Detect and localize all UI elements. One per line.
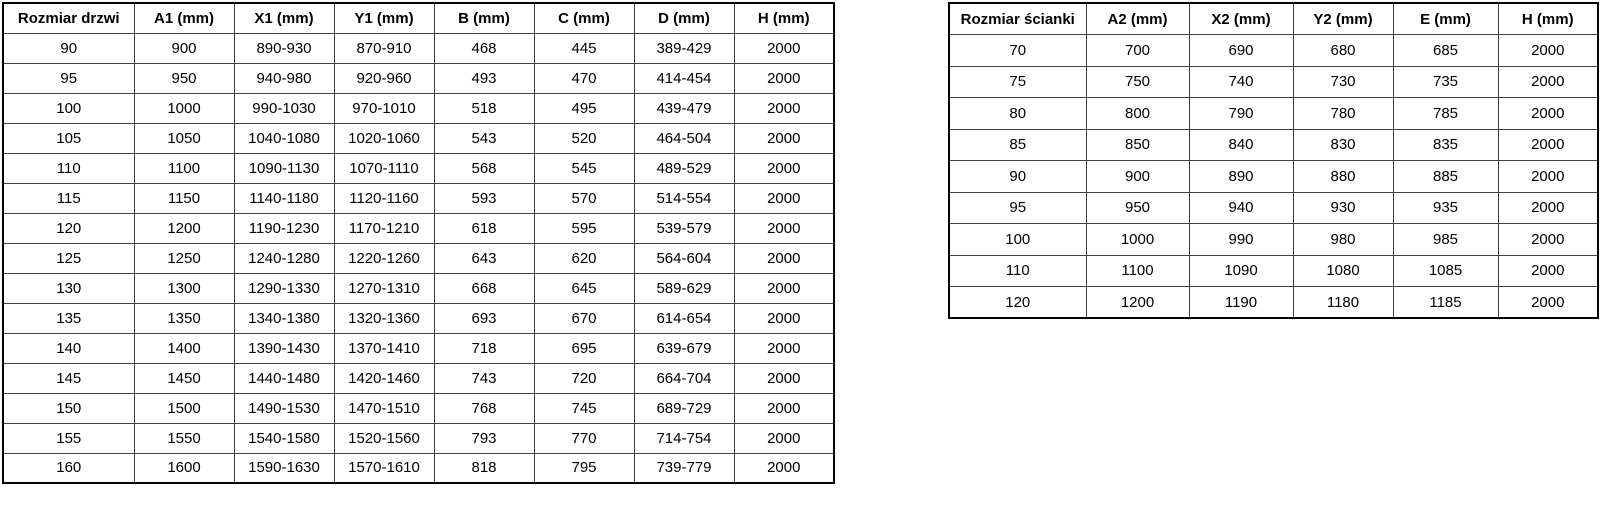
table-cell: 75 [949,66,1086,98]
table-cell: 1040-1080 [234,123,334,153]
table-cell: 739-779 [634,453,734,483]
table-row [3,153,834,183]
table-cell: 693 [434,303,534,333]
table-cell: 155 [3,423,134,453]
table-cell: 680 [1293,35,1393,67]
table-cell: 2000 [734,393,834,423]
table-cell: 1470-1510 [334,393,434,423]
table-cell: 414-454 [634,63,734,93]
table-cell: 935 [1393,192,1498,224]
table-row [3,453,834,483]
table-row [3,213,834,243]
table-cell: 105 [3,123,134,153]
table-cell: 840 [1189,129,1293,161]
table-cell: 568 [434,153,534,183]
table-cell: 95 [949,192,1086,224]
table-cell: 950 [1086,192,1189,224]
table-row [3,183,834,213]
table-cell: 439-479 [634,93,734,123]
table-cell: 1200 [134,213,234,243]
table-cell: 2000 [734,183,834,213]
table-cell: 930 [1293,192,1393,224]
table-cell: 950 [134,63,234,93]
table-cell: 2000 [734,453,834,483]
table-cell: 2000 [734,93,834,123]
table-cell: 1120-1160 [334,183,434,213]
table-cell: 1540-1580 [234,423,334,453]
table-cell: 90 [949,161,1086,193]
table-cell: 1450 [134,363,234,393]
table-row [3,33,834,63]
table-cell: 1490-1530 [234,393,334,423]
table-cell: 1080 [1293,255,1393,287]
table-cell: 990 [1189,224,1293,256]
table-cell: 570 [534,183,634,213]
table-row [3,123,834,153]
table-cell: 2000 [1498,98,1598,130]
column-header: X2 (mm) [1189,3,1293,35]
table-cell: 1150 [134,183,234,213]
column-header: A1 (mm) [134,3,234,33]
table-cell: 2000 [1498,255,1598,287]
table-cell: 564-604 [634,243,734,273]
table-cell: 1390-1430 [234,333,334,363]
table-row [3,333,834,363]
column-header: B (mm) [434,3,534,33]
column-header: H (mm) [734,3,834,33]
table-cell: 1090 [1189,255,1293,287]
table-cell: 1320-1360 [334,303,434,333]
table-cell: 780 [1293,98,1393,130]
table-cell: 795 [534,453,634,483]
table-row [3,363,834,393]
table-cell: 493 [434,63,534,93]
table-row [3,423,834,453]
table-cell: 1500 [134,393,234,423]
table-cell: 643 [434,243,534,273]
table-cell: 1100 [134,153,234,183]
table-cell: 1370-1410 [334,333,434,363]
table-cell: 2000 [1498,287,1598,319]
column-header: X1 (mm) [234,3,334,33]
table-cell: 1085 [1393,255,1498,287]
table-row [949,129,1598,161]
table-cell: 970-1010 [334,93,434,123]
table-cell: 745 [534,393,634,423]
table-cell: 95 [3,63,134,93]
table-row [3,393,834,423]
table-cell: 1240-1280 [234,243,334,273]
column-header: E (mm) [1393,3,1498,35]
table-row [949,98,1598,130]
table-cell: 514-554 [634,183,734,213]
table-cell: 1300 [134,273,234,303]
table-cell: 1000 [1086,224,1189,256]
table-row [3,273,834,303]
table-cell: 1020-1060 [334,123,434,153]
table-cell: 1050 [134,123,234,153]
table-cell: 614-654 [634,303,734,333]
column-header: D (mm) [634,3,734,33]
table-cell: 160 [3,453,134,483]
table-cell: 595 [534,213,634,243]
table-cell: 1440-1480 [234,363,334,393]
table-row [949,66,1598,98]
table-cell: 620 [534,243,634,273]
table-cell: 2000 [734,273,834,303]
table-cell: 1400 [134,333,234,363]
table-cell: 900 [1086,161,1189,193]
table-cell: 870-910 [334,33,434,63]
table-cell: 985 [1393,224,1498,256]
table-cell: 668 [434,273,534,303]
table-cell: 850 [1086,129,1189,161]
table-cell: 1090-1130 [234,153,334,183]
table-cell: 539-579 [634,213,734,243]
table-cell: 1190-1230 [234,213,334,243]
table-cell: 818 [434,453,534,483]
column-header: Rozmiar drzwi [3,3,134,33]
table-cell: 90 [3,33,134,63]
table-cell: 1270-1310 [334,273,434,303]
table-cell: 2000 [734,153,834,183]
table-cell: 2000 [734,363,834,393]
table-cell: 120 [3,213,134,243]
table-cell: 1420-1460 [334,363,434,393]
column-header: Y1 (mm) [334,3,434,33]
table-cell: 125 [3,243,134,273]
table-cell: 1100 [1086,255,1189,287]
table-cell: 1180 [1293,287,1393,319]
table-cell: 664-704 [634,363,734,393]
table-cell: 145 [3,363,134,393]
table-cell: 1170-1210 [334,213,434,243]
table-cell: 1290-1330 [234,273,334,303]
table-cell: 639-679 [634,333,734,363]
column-header: C (mm) [534,3,634,33]
table-cell: 618 [434,213,534,243]
table-cell: 120 [949,287,1086,319]
table-row [3,63,834,93]
table-cell: 2000 [1498,224,1598,256]
table-cell: 2000 [1498,35,1598,67]
table-cell: 1140-1180 [234,183,334,213]
table-cell: 80 [949,98,1086,130]
table-cell: 1185 [1393,287,1498,319]
table-cell: 790 [1189,98,1293,130]
table-cell: 714-754 [634,423,734,453]
table-cell: 489-529 [634,153,734,183]
table-cell: 920-960 [334,63,434,93]
table-cell: 150 [3,393,134,423]
column-header: H (mm) [1498,3,1598,35]
table-row [949,35,1598,67]
wall-table-header-row [949,3,1598,35]
table-row [949,224,1598,256]
table-cell: 115 [3,183,134,213]
table-cell: 545 [534,153,634,183]
table-cell: 2000 [1498,192,1598,224]
table-cell: 1250 [134,243,234,273]
table-cell: 940 [1189,192,1293,224]
table-cell: 470 [534,63,634,93]
table-cell: 2000 [734,303,834,333]
table-cell: 685 [1393,35,1498,67]
table-cell: 2000 [734,213,834,243]
table-cell: 990-1030 [234,93,334,123]
table-cell: 70 [949,35,1086,67]
table-cell: 980 [1293,224,1393,256]
table-cell: 1600 [134,453,234,483]
table-cell: 768 [434,393,534,423]
table-cell: 793 [434,423,534,453]
table-cell: 520 [534,123,634,153]
door-table-header-row [3,3,834,33]
table-cell: 750 [1086,66,1189,98]
table-cell: 2000 [734,333,834,363]
table-cell: 785 [1393,98,1498,130]
table-cell: 2000 [1498,66,1598,98]
table-cell: 1070-1110 [334,153,434,183]
column-header: A2 (mm) [1086,3,1189,35]
table-cell: 1590-1630 [234,453,334,483]
table-cell: 2000 [1498,161,1598,193]
table-cell: 800 [1086,98,1189,130]
table-cell: 718 [434,333,534,363]
table-cell: 735 [1393,66,1498,98]
table-row [949,287,1598,319]
table-cell: 543 [434,123,534,153]
table-row [3,93,834,123]
table-cell: 670 [534,303,634,333]
table-cell: 885 [1393,161,1498,193]
table-row [949,255,1598,287]
table-cell: 740 [1189,66,1293,98]
table-cell: 2000 [734,123,834,153]
wall-sizes-table [948,2,1599,319]
column-header: Y2 (mm) [1293,3,1393,35]
table-cell: 85 [949,129,1086,161]
table-cell: 880 [1293,161,1393,193]
table-cell: 830 [1293,129,1393,161]
table-cell: 110 [949,255,1086,287]
table-cell: 743 [434,363,534,393]
table-cell: 495 [534,93,634,123]
table-cell: 1190 [1189,287,1293,319]
table-cell: 695 [534,333,634,363]
table-cell: 900 [134,33,234,63]
table-row [949,192,1598,224]
table-cell: 1220-1260 [334,243,434,273]
table-cell: 130 [3,273,134,303]
table-row [3,243,834,273]
table-cell: 1200 [1086,287,1189,319]
column-header: Rozmiar ścianki [949,3,1086,35]
table-cell: 835 [1393,129,1498,161]
table-cell: 518 [434,93,534,123]
table-cell: 730 [1293,66,1393,98]
table-cell: 389-429 [634,33,734,63]
table-cell: 689-729 [634,393,734,423]
table-cell: 720 [534,363,634,393]
table-cell: 1570-1610 [334,453,434,483]
table-cell: 1350 [134,303,234,333]
table-row [949,161,1598,193]
table-cell: 135 [3,303,134,333]
table-cell: 770 [534,423,634,453]
table-cell: 593 [434,183,534,213]
table-cell: 445 [534,33,634,63]
table-row [3,303,834,333]
table-cell: 2000 [734,423,834,453]
table-cell: 100 [949,224,1086,256]
table-cell: 589-629 [634,273,734,303]
table-cell: 940-980 [234,63,334,93]
table-cell: 890-930 [234,33,334,63]
table-cell: 690 [1189,35,1293,67]
table-cell: 700 [1086,35,1189,67]
table-cell: 890 [1189,161,1293,193]
table-cell: 2000 [1498,129,1598,161]
table-cell: 2000 [734,243,834,273]
table-cell: 100 [3,93,134,123]
table-cell: 2000 [734,33,834,63]
table-cell: 468 [434,33,534,63]
table-cell: 464-504 [634,123,734,153]
table-cell: 1340-1380 [234,303,334,333]
table-cell: 1520-1560 [334,423,434,453]
door-sizes-table [2,2,835,484]
table-cell: 110 [3,153,134,183]
table-cell: 140 [3,333,134,363]
table-cell: 1000 [134,93,234,123]
table-cell: 1550 [134,423,234,453]
table-cell: 2000 [734,63,834,93]
table-cell: 645 [534,273,634,303]
